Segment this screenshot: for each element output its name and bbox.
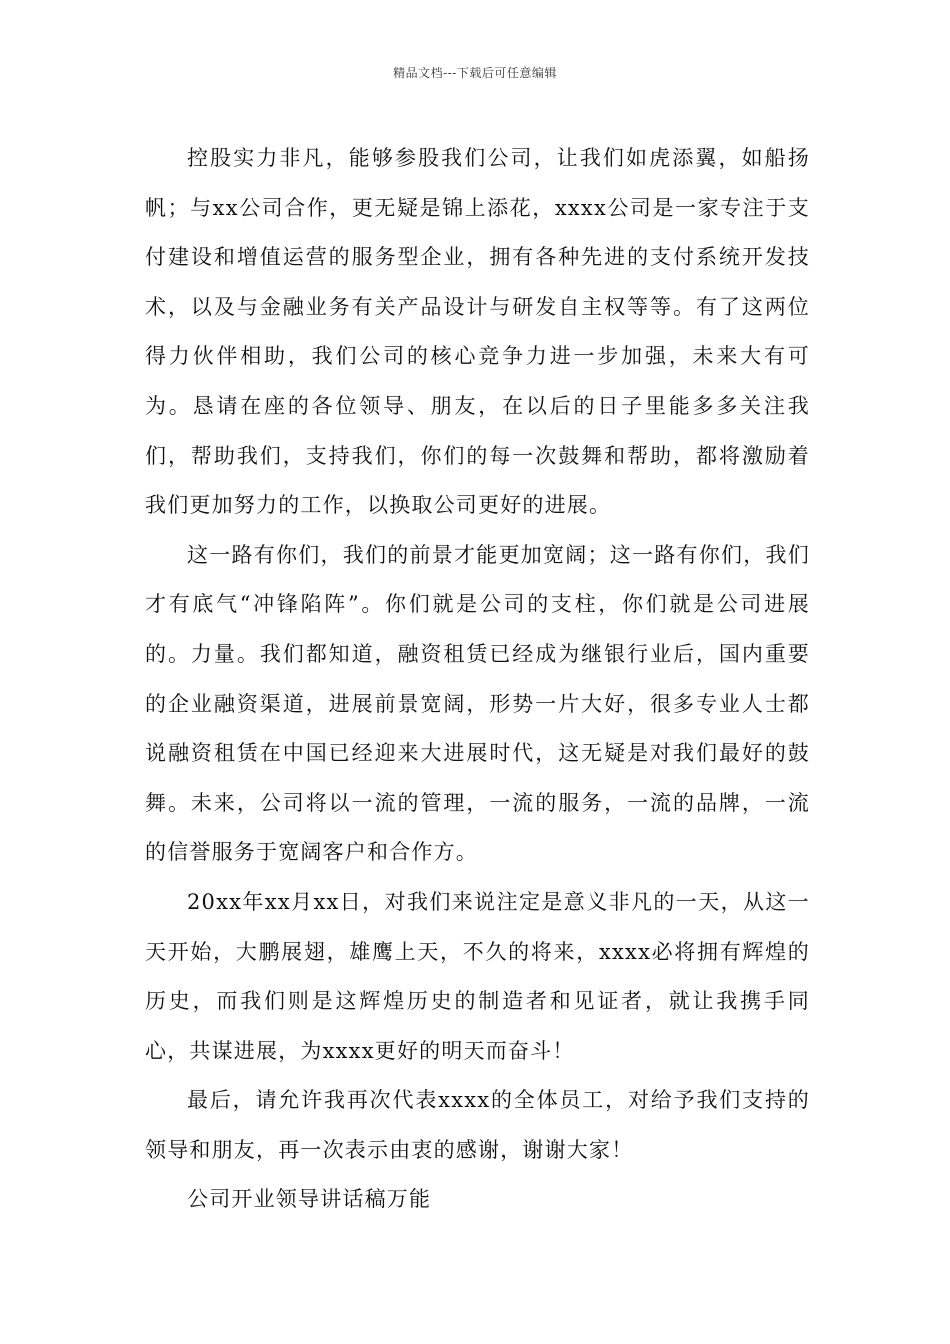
paragraph: 20xx年xx月xx日，对我们来说注定是意义非凡的一天，从这一天开始，大鹏展翅，雄鹰上天，不久的将来，xxxx必将拥有辉煌的历史，而我们则是这辉煌历史的制造者和见证者，就让我携手同心，共谋进展，为xxxx更好的明天而奋斗！ — [145, 889, 810, 1063]
page-header: 精品文档---下载后可任意编辑 — [393, 66, 557, 80]
document-body — [145, 134, 810, 1225]
document-title-line: 公司开业领导讲话稿万能 — [187, 1187, 432, 1212]
paragraph: 这一路有你们，我们的前景才能更加宽阔；这一路有你们，我们才有底气“冲锋陷阵”。你们就是公司的支柱，你们就是公司进展的。力量。我们都知道，融资租赁已经成为继银行业后，国内重要的企业融资渠道，进展前景宽阔，形势一片大好，很多专业人士都说融资租赁在中国已经迎来大进展时代，这无疑是对我们最好的鼓舞。未来，公司将以一流的管理，一流的服务，一流的品牌，一流的信誉服务于宽阔客户和合作方。 — [145, 542, 810, 865]
paragraph: 最后，请允许我再次代表xxxx的全体员工，对给予我们支持的领导和朋友，再一次表示由衷的感谢，谢谢大家！ — [145, 1088, 810, 1162]
paragraph: 控股实力非凡，能够参股我们公司，让我们如虎添翼，如船扬帆；与xx公司合作，更无疑是锦上添花，xxxx公司是一家专注于支付建设和增值运营的服务型企业，拥有各种先进的支付系统开发技术，以及与金融业务有关产品设计与研发自主权等等。有了这两位得力伙伴相助，我们公司的核心竞争力进一步加强，未来大有可为。恳请在座的各位领导、朋友，在以后的日子里能多多关注我们，帮助我们，支持我们，你们的每一次鼓舞和帮助，都将激励着我们更加努力的工作，以换取公司更好的进展。 — [145, 146, 810, 518]
